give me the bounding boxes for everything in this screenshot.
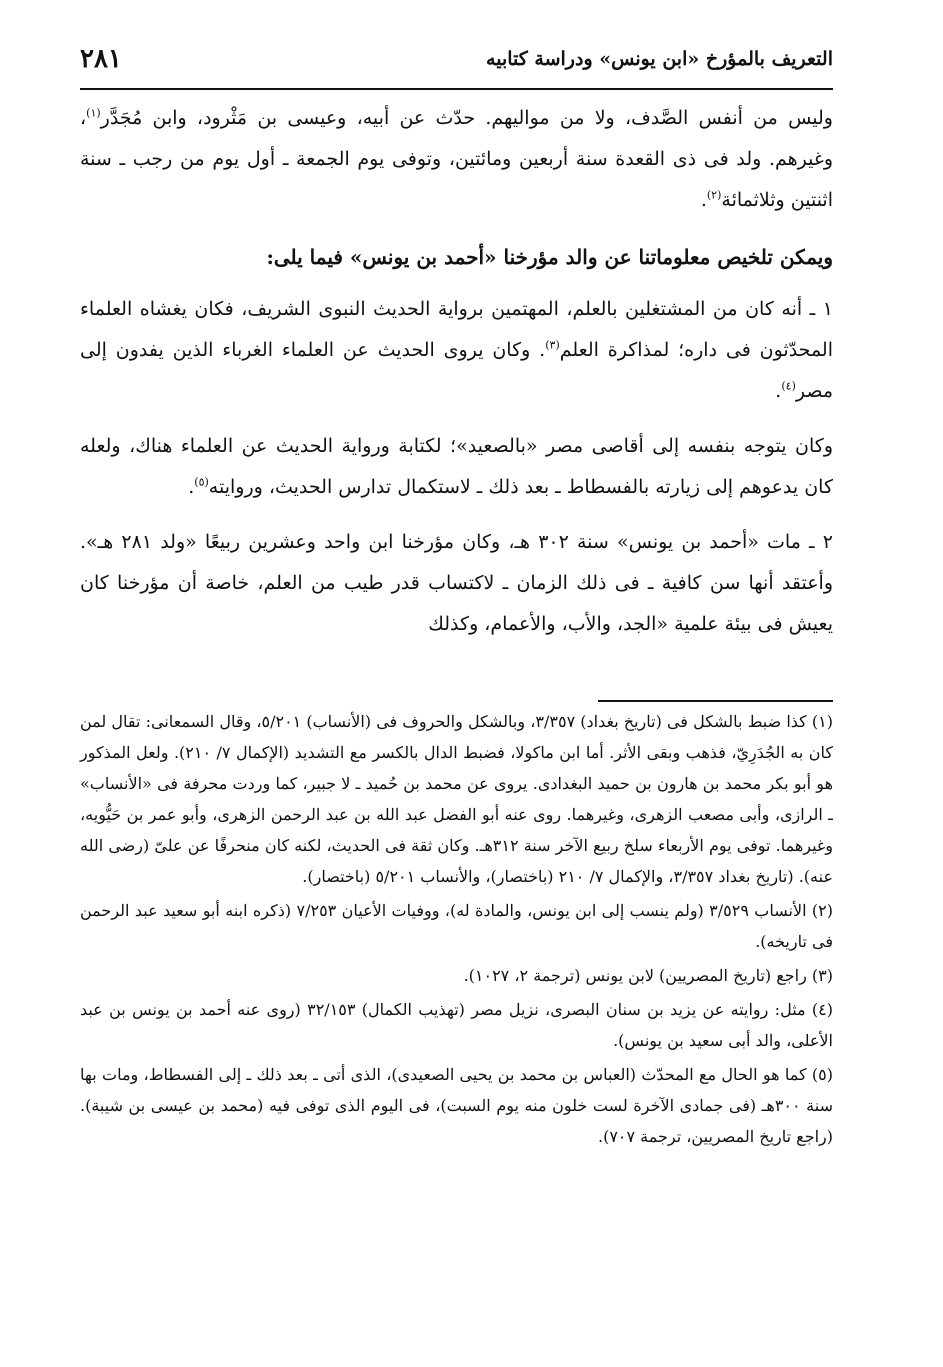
footnote-ref-2: (٢): [706, 188, 722, 202]
footnote-separator: [598, 700, 833, 702]
section-heading: ويمكن تلخيص معلوماتنا عن والد مؤرخنا «أحمد بن يونس» فيما يلى:: [266, 245, 833, 269]
running-title: التعريف بالمؤرخ «ابن يونس» ودراسة كتابيه: [486, 48, 833, 70]
footnote-2: (٢) الأنساب ٣/٥٢٩ (ولم ينسب إلى ابن يونس، والمادة له)، ووفيات الأعيان ٧/٢٥٣ (ذكره ابنه أبو سعيد عبد الرحمن فى تاريخه).: [80, 901, 833, 951]
footnote-ref-4: (٤): [781, 379, 796, 393]
page-number: ٢٨١: [80, 44, 122, 74]
main-text: [80, 98, 833, 659]
footnotes: [80, 706, 833, 1155]
footnote-ref-5: (٥): [194, 475, 209, 489]
paragraph-upper-egypt: وكان يتوجه بنفسه إلى أقاصى مصر «بالصعيد»؛ لكتابة ورواية الحديث عن العلماء هناك، ولعله كان يدعوهم إلى زيارته بالفسطاط ـ بعد ذلك ـ لاستكمال تدارس الحديث، وروايته$^{(٥)}$.: [80, 435, 833, 498]
paragraph-point-1: ١ ـ أنه كان من المشتغلين بالعلم، المهتمين برواية الحديث النبوى الشريف، فكان يغشاه العلماء المحدّثون فى داره؛ لمذاكرة العلم$^{(٣)}$. وكان يروى الحديث عن العلماء الغرباء الذين يفدون إلى مصر$^{(٤)}$.: [80, 298, 833, 402]
footnote-3: (٣) راجع (تاريخ المصريين) لابن يونس (ترجمة ٢، ١٠٢٧).: [463, 966, 833, 985]
header-rule: [80, 88, 833, 90]
footnote-4: (٤) مثل: روايته عن يزيد بن سنان البصرى، نزيل مصر (تهذيب الكمال) ٣٢/١٥٣ (روى عنه أحمد بن يونس بن عبد الأعلى، والد أبى سعيد بن يونس).: [80, 1000, 834, 1050]
footnote-ref-1: (١): [86, 106, 101, 120]
paragraph-point-2: ٢ ـ مات «أحمد بن يونس» سنة ٣٠٢ هـ، وكان مؤرخنا ابن واحد وعشرين ربيعًا «ولد ٢٨١ هـ». وأعتقد أنها سن كافية ـ فى ذلك الزمان ـ لاكتساب قدر طيب من العلم، خاصة أن مؤرخنا كان يعيش فى بيئة علمية «الجد، والأب، والأعمام، وكذلك: [80, 531, 834, 635]
footnote-ref-3: (٣): [545, 338, 560, 352]
paragraph-lineage: وليس من أنفس الصَّدف، ولا من مواليهم. حدّث عن أبيه، وعيسى بن مَثْرود، وابن مُجَدَّر$^{(١)}$، وغيرهم. ولد فى ذى القعدة سنة أربعين ومائتين، وتوفى يوم الجمعة ـ أول يوم من رجب ـ سنة اثنتين وثلاثمائة$^{(٢)}$.: [80, 106, 833, 211]
page-header: [80, 36, 833, 82]
footnote-1: (١) كذا ضبط بالشكل فى (تاريخ بغداد) ٣/٣٥٧، وبالشكل والحروف فى (الأنساب) ٥/٢٠١، وقال السمعانى: تقال لمن كان به الجُدَرِيّ، فذهب وبقى الأثر. أما ابن ماكولا، فضبط الدال بالكسر مع التشديد (الإكمال ٧/ ٢١٠). ولعل المذكور هو أبو بكر محمد بن هارون بن حميد البغدادى. يروى عن محمد بن حُميد ـ لا جبير، كما وردت محرفة فى «الأنساب» ـ الرازى، وأبى مصعب الزهرى، وغيرهما. روى عنه أبو الفضل عبد الله بن عبد الرحمن الزهرى، وأبو عمر بن حَيُّويه، وغيرهما. توفى يوم الأربعاء سلخ ربيع الآخر سنة ٣١٢هـ. وكان ثقة فى الحديث، لكنه كان منحرفًا عن علىّ (رضى الله عنه). (تاريخ بغداد ٣/٣٥٧، والإكمال ٧/ ٢١٠ (باختصار)، والأنساب ٥/٢٠١ (باختصار).: [80, 712, 834, 886]
footnote-5: (٥) كما هو الحال مع المحدّث (العباس بن محمد بن يحيى الصعيدى)، الذى أتى ـ بعد ذلك ـ إلى الفسطاط، ومات بها سنة ٣٠٠هـ (فى جمادى الآخرة لست خلون منه يوم السبت)، فى اليوم الذى توفى فيه (محمد بن عيسى بن شيبة). (راجع تاريخ المصريين، ترجمة ٧٠٧).: [80, 1065, 834, 1146]
